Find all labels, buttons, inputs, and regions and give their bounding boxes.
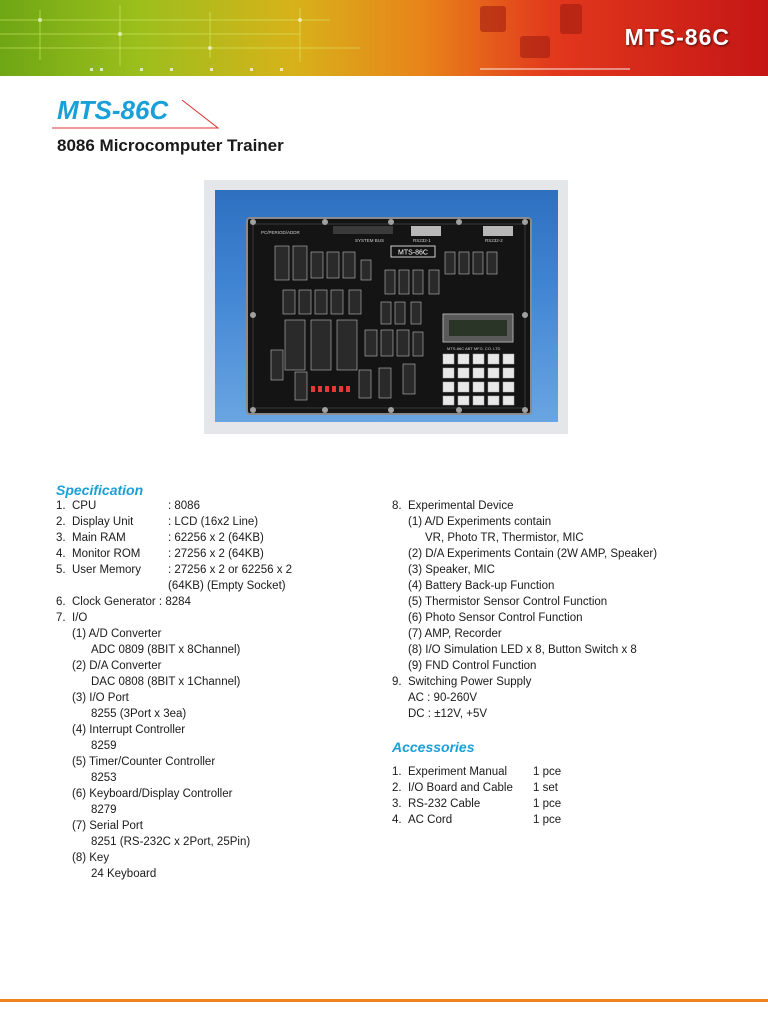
io-sub-row <box>56 626 386 642</box>
spec-value: : 8086 <box>168 500 200 512</box>
accessory-label: AC Cord <box>408 814 453 826</box>
accessories-heading: Accessories <box>392 739 475 755</box>
accessory-qty: 1 set <box>533 782 558 794</box>
specification-list-right <box>392 498 732 722</box>
spec-num: 1. <box>56 500 66 512</box>
spec-row <box>56 514 386 530</box>
spec-row <box>392 674 732 690</box>
io-sub-row <box>56 690 386 706</box>
board-caption-left: PC/PERIOD/ADDR <box>261 230 300 235</box>
spec-value: : 27256 x 2 (64KB) <box>168 548 264 560</box>
spec-num: 5. <box>56 564 66 576</box>
io-detail: ADC 0809 (8BIT x 8Channel) <box>91 644 241 656</box>
spec-row <box>56 498 386 514</box>
exp-sub-row <box>392 610 732 626</box>
spec-num: 2. <box>56 516 66 528</box>
accessory-row <box>392 780 732 796</box>
spec-label: Monitor ROM <box>72 548 141 560</box>
spec-label: CPU <box>72 500 97 512</box>
accessory-label: RS-232 Cable <box>408 798 481 810</box>
spec-row <box>56 610 386 626</box>
io-detail-row <box>56 706 386 722</box>
accessory-row <box>392 812 732 828</box>
io-sub-label: (8) Key <box>72 852 110 864</box>
spec-label: I/O <box>72 612 88 624</box>
io-detail-row <box>56 834 386 850</box>
io-detail: 8279 <box>91 804 117 816</box>
product-logo: MTS-86C <box>57 95 169 125</box>
spec-label: User Memory <box>72 564 142 576</box>
trainer-board-illustration <box>215 190 558 422</box>
exp-sub-label: (9) FND Control Function <box>408 660 537 672</box>
io-sub-label: (3) I/O Port <box>72 692 129 704</box>
exp-detail-row <box>392 530 732 546</box>
accessory-qty: 1 pce <box>533 814 562 826</box>
header-banner <box>0 0 768 76</box>
power-ac: AC : 90-260V <box>408 692 478 704</box>
spec-num: 8. <box>392 500 402 512</box>
spec-label: Display Unit <box>72 516 134 528</box>
io-detail-row <box>56 866 386 882</box>
io-detail: 8251 (RS-232C x 2Port, 25Pin) <box>91 836 251 848</box>
io-detail-row <box>56 738 386 754</box>
io-sub-label: (5) Timer/Counter Controller <box>72 756 216 768</box>
power-dc: DC : ±12V, +5V <box>408 708 488 720</box>
spec-value-continued: (64KB) (Empty Socket) <box>168 580 286 592</box>
lcd-caption: MTS-86C ABT MFG. CO. LTD <box>447 346 501 351</box>
spec-num: 3. <box>56 532 66 544</box>
banner-title: MTS-86C <box>624 24 730 50</box>
spec-row <box>56 594 386 610</box>
io-sub-label: (1) A/D Converter <box>72 628 162 640</box>
accessory-label: I/O Board and Cable <box>408 782 513 794</box>
accessory-num: 1. <box>392 766 402 778</box>
board-caption-r1: RS232-1 <box>413 238 431 243</box>
exp-sub-label: (6) Photo Sensor Control Function <box>408 612 583 624</box>
spec-value: : 27256 x 2 or 62256 x 2 <box>168 564 293 576</box>
exp-sub-row <box>392 626 732 642</box>
exp-sub-row <box>392 562 732 578</box>
exp-detail: VR, Photo TR, Thermistor, MIC <box>425 532 584 544</box>
io-sub-row <box>56 786 386 802</box>
exp-sub-label: (8) I/O Simulation LED x 8, Button Switch x 8 <box>408 644 637 656</box>
spec-num: 9. <box>392 676 402 688</box>
spec-num: 6. <box>56 596 66 608</box>
spec-row <box>56 578 386 594</box>
board-label: MTS-86C <box>398 249 428 257</box>
accessory-qty: 1 pce <box>533 798 562 810</box>
spec-row <box>56 546 386 562</box>
accessory-num: 4. <box>392 814 402 826</box>
spec-label: Clock Generator : 8284 <box>72 596 191 608</box>
specification-list <box>56 498 386 882</box>
exp-sub-row <box>392 642 732 658</box>
power-dc-row <box>392 706 732 722</box>
io-detail: 24 Keyboard <box>91 868 157 880</box>
spec-row <box>56 562 386 578</box>
footer-divider <box>0 999 768 1002</box>
io-detail: DAC 0808 (8BIT x 1Channel) <box>91 676 241 688</box>
io-detail-row <box>56 674 386 690</box>
io-detail-row <box>56 802 386 818</box>
spec-row <box>392 498 732 514</box>
io-sub-label: (2) D/A Converter <box>72 660 162 672</box>
spec-row <box>56 530 386 546</box>
spec-value: : 62256 x 2 (64KB) <box>168 532 264 544</box>
io-sub-row <box>56 754 386 770</box>
exp-sub-row <box>392 658 732 674</box>
io-detail: 8253 <box>91 772 117 784</box>
product-photo <box>215 190 558 422</box>
power-ac-row <box>392 690 732 706</box>
exp-sub-label: (2) D/A Experiments Contain (2W AMP, Speaker) <box>408 548 658 560</box>
spec-label: Switching Power Supply <box>408 676 532 688</box>
io-sub-label: (6) Keyboard/Display Controller <box>72 788 233 800</box>
exp-sub-row <box>392 594 732 610</box>
spec-num: 4. <box>56 548 66 560</box>
accessory-row <box>392 796 732 812</box>
spec-value: : LCD (16x2 Line) <box>168 516 259 528</box>
page-title: 8086 Microcomputer Trainer <box>57 136 284 155</box>
spec-num: 7. <box>56 612 66 624</box>
exp-sub-label: (3) Speaker, MIC <box>408 564 495 576</box>
io-sub-row <box>56 850 386 866</box>
exp-sub-label: (7) AMP, Recorder <box>408 628 502 640</box>
io-sub-row <box>56 818 386 834</box>
product-photo-frame <box>204 180 568 434</box>
io-detail-row <box>56 642 386 658</box>
board-caption-mid: SYSTEM BUS <box>355 238 385 243</box>
accessory-qty: 1 pce <box>533 766 562 778</box>
board-caption-r2: RS232-2 <box>485 238 503 243</box>
accessory-num: 2. <box>392 782 402 794</box>
exp-sub-label: (1) A/D Experiments contain <box>408 516 552 528</box>
exp-sub-label: (4) Battery Back-up Function <box>408 580 555 592</box>
io-detail: 8259 <box>91 740 117 752</box>
accessories-list <box>392 764 732 828</box>
exp-sub-row <box>392 578 732 594</box>
spec-label: Experimental Device <box>408 500 514 512</box>
accessory-num: 3. <box>392 798 402 810</box>
io-sub-label: (7) Serial Port <box>72 820 143 832</box>
io-sub-row <box>56 722 386 738</box>
spec-label: Main RAM <box>72 532 126 544</box>
io-detail-row <box>56 770 386 786</box>
accessory-label: Experiment Manual <box>408 766 508 778</box>
io-sub-row <box>56 658 386 674</box>
specification-heading: Specification <box>56 482 144 498</box>
exp-sub-row <box>392 546 732 562</box>
io-detail: 8255 (3Port x 3ea) <box>91 708 187 720</box>
accessory-row <box>392 764 732 780</box>
io-sub-label: (4) Interrupt Controller <box>72 724 186 736</box>
exp-sub-label: (5) Thermistor Sensor Control Function <box>408 596 608 608</box>
exp-sub-row <box>392 514 732 530</box>
